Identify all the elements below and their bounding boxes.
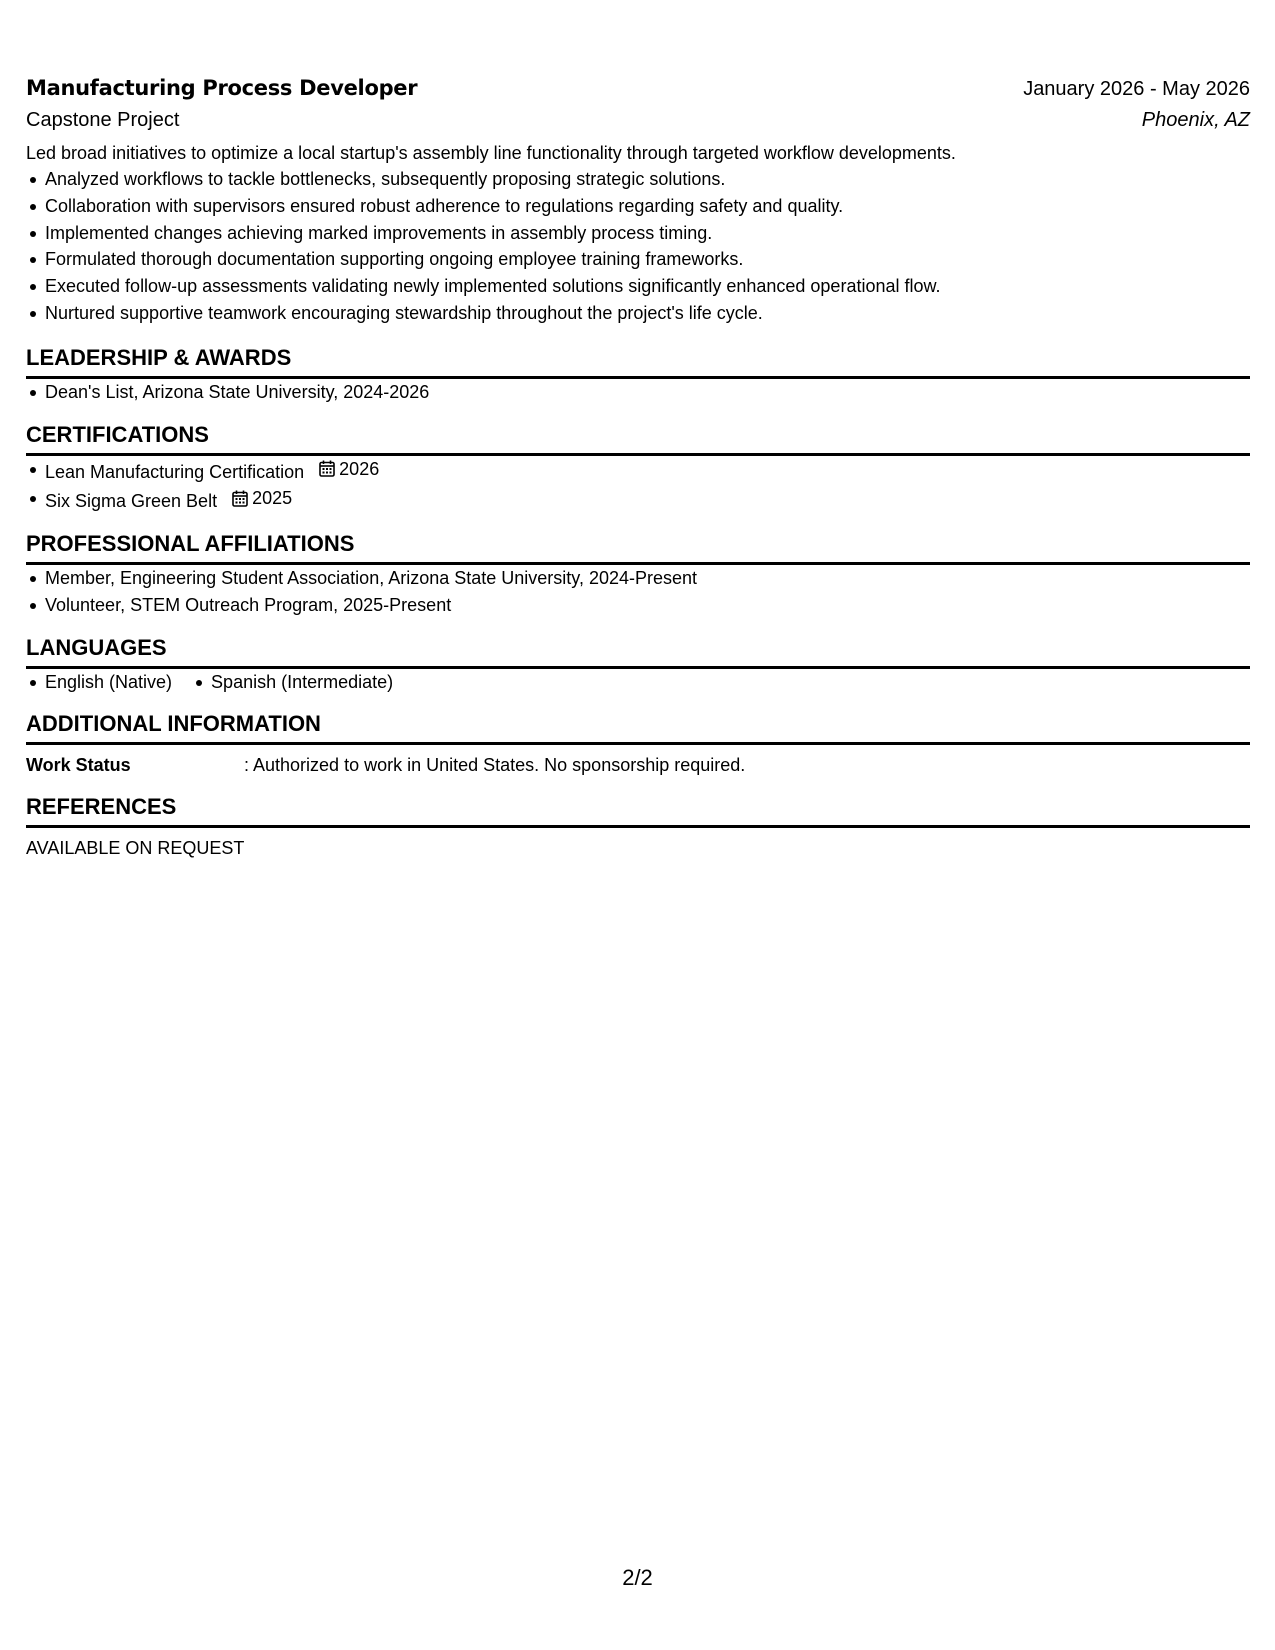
list-item: Spanish (Intermediate) (210, 669, 393, 696)
section-heading: LEADERSHIP & AWARDS (26, 343, 1250, 379)
certification-name: Six Sigma Green Belt (45, 491, 218, 512)
leadership-list (26, 379, 1250, 406)
job-bullet-list (26, 166, 1250, 327)
work-status-label: Work Status (26, 755, 131, 776)
section-heading: CERTIFICATIONS (26, 420, 1250, 456)
work-status-value: : Authorized to work in United States. No sponsorship required. (244, 755, 746, 776)
section-languages (26, 633, 1250, 696)
section-affiliations (26, 529, 1250, 619)
list-item: Dean's List, Arizona State University, 2024-2026 (44, 379, 1250, 406)
list-item: Formulated thorough documentation supporting ongoing employee training frameworks. (44, 246, 1250, 273)
section-heading: ADDITIONAL INFORMATION (26, 709, 1250, 745)
list-item: Collaboration with supervisors ensured robust adherence to regulations regarding safety and quality. (44, 193, 1250, 220)
work-status-row (26, 752, 1250, 778)
certification-year: 2025 (252, 488, 293, 509)
job-title: Manufacturing Process Developer (26, 76, 418, 100)
list-item (44, 456, 1250, 486)
experience-entry (26, 74, 1250, 327)
job-dates: January 2026 - May 2026 (1023, 78, 1250, 100)
job-location: Phoenix, AZ (1141, 109, 1250, 131)
list-item: English (Native) (44, 669, 172, 696)
certification-name: Lean Manufacturing Certification (45, 461, 305, 482)
section-heading: PROFESSIONAL AFFILIATIONS (26, 529, 1250, 565)
section-additional-information (26, 709, 1250, 778)
section-heading: REFERENCES (26, 792, 1250, 828)
job-header (26, 74, 1250, 103)
resume-page (26, 74, 1250, 861)
section-leadership (26, 343, 1250, 406)
references-text: AVAILABLE ON REQUEST (26, 838, 245, 859)
list-item: Implemented changes achieving marked improvements in assembly process timing. (44, 220, 1250, 247)
languages-list (26, 669, 1250, 696)
job-subheader (26, 107, 1250, 133)
list-item: Analyzed workflows to tackle bottlenecks, subsequently proposing strategic solutions. (44, 166, 1250, 193)
section-references (26, 792, 1250, 861)
job-summary: Led broad initiatives to optimize a local startup's assembly line functionality through targeted workflow developments. (26, 143, 956, 163)
page-number: 2/2 (622, 1565, 653, 1590)
job-organization: Capstone Project (26, 109, 180, 131)
section-heading: LANGUAGES (26, 633, 1250, 669)
affiliations-list (26, 565, 1250, 619)
certification-date (232, 485, 292, 512)
certification-year: 2026 (339, 458, 380, 479)
list-item: Nurtured supportive teamwork encouraging stewardship throughout the project's life cycle. (44, 300, 1250, 327)
list-item: Member, Engineering Student Association, Arizona State University, 2024-Present (44, 565, 1250, 592)
certification-date (319, 456, 379, 483)
list-item: Volunteer, STEM Outreach Program, 2025-Present (44, 592, 1250, 619)
certifications-list (26, 456, 1250, 515)
calendar-icon (319, 460, 335, 477)
list-item: Executed follow-up assessments validating newly implemented solutions significantly enhanced operational flow. (44, 273, 1250, 300)
section-certifications (26, 420, 1250, 515)
list-item (44, 485, 1250, 515)
calendar-icon (232, 490, 248, 507)
